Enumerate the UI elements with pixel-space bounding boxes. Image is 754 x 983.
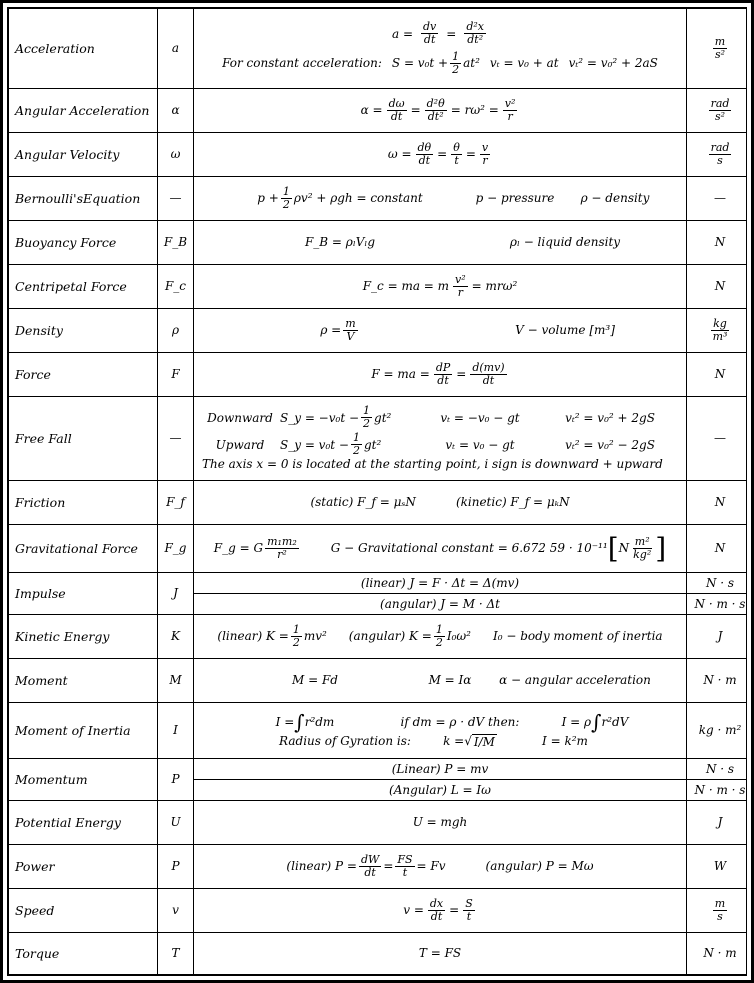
formula-table: [8, 8, 747, 975]
unit-cell: W: [687, 845, 748, 889]
formula-label: For constant acceleration:: [222, 55, 382, 70]
quantity-symbol: F_f: [158, 481, 194, 525]
formula-cell: (angular) J = M · Δt: [194, 594, 687, 615]
quantity-symbol: F_B: [158, 221, 194, 265]
fraction: $\frac{\text{d²x}}{\text{dt²}}$: [466, 20, 484, 47]
unit-cell: J: [687, 615, 748, 659]
table-row: [9, 481, 748, 525]
table-row: [9, 801, 748, 845]
quantity-symbol: F_c: [158, 265, 194, 309]
formula-cell: F_B = ρₗVₗg ρₗ − liquid density: [194, 221, 687, 265]
quantity-name: Force: [9, 353, 158, 397]
formula-cell: ρ = $\frac{m}{V}$ V − volume [m³]: [194, 309, 687, 353]
quantity-symbol: P: [158, 759, 194, 801]
table-row: [9, 615, 748, 659]
formula-sheet: [7, 7, 747, 976]
formula-cell: M = Fd M = Iα α − angular acceleration: [194, 659, 687, 703]
quantity-name: Centripetal Force: [9, 265, 158, 309]
unit-cell: N: [687, 221, 748, 265]
formula-cell: (static) F_f = μₛN (kinetic) F_f = μₖN: [194, 481, 687, 525]
quantity-symbol: α: [158, 89, 194, 133]
table-row: [9, 889, 748, 933]
quantity-symbol: ρ: [158, 309, 194, 353]
table-row: [9, 573, 748, 594]
quantity-name: Acceleration: [9, 9, 158, 89]
quantity-symbol: a: [158, 9, 194, 89]
unit-cell: N · m · s: [687, 780, 748, 801]
formula-cell: p + $\frac{1}{2}$ ρv² + ρgh = constant p − pressure ρ − density: [194, 177, 687, 221]
formula-text: a =: [391, 26, 414, 41]
formula-cell: U = mgh: [194, 801, 687, 845]
formula-cell: F_g = G $\frac{\text{m₁m₂}}{\text{r²}}$ G − Gravitational constant = 6.672 59 · 10⁻¹¹ [ N $\frac{\text{m²}}{\text{kg²}}$ ]: [194, 525, 687, 573]
unit-cell: N · m: [687, 659, 748, 703]
formula-cell: (linear) K = $\frac{1}{2}$ mv² (angular) K = $\frac{1}{2}$ I₀ω² I₀ − body moment of inertia: [194, 615, 687, 659]
table-row: [9, 309, 748, 353]
quantity-name: Kinetic Energy: [9, 615, 158, 659]
quantity-name: Bernoulli'sEquation: [9, 177, 158, 221]
table-row: [9, 133, 748, 177]
table-row: [9, 933, 748, 975]
quantity-symbol: —: [158, 177, 194, 221]
formula-text: vₜ² = v₀² + 2aS: [568, 55, 658, 70]
formula-cell: T = FS: [194, 933, 687, 975]
quantity-symbol: J: [158, 573, 194, 615]
quantity-name: Momentum: [9, 759, 158, 801]
table-row: [9, 265, 748, 309]
quantity-name: Angular Acceleration: [9, 89, 158, 133]
table-row: [9, 703, 748, 759]
unit-cell: N: [687, 525, 748, 573]
formula-cell: v = $\frac{dx}{dt}$ = $\frac{S}{t}$: [194, 889, 687, 933]
unit-cell: —: [687, 177, 748, 221]
quantity-symbol: P: [158, 845, 194, 889]
unit-cell: $\frac{\text{rad}}{\text{s²}}$: [687, 89, 748, 133]
unit-cell: $\frac{m}{\text{s²}}$: [687, 9, 748, 89]
quantity-name: Moment: [9, 659, 158, 703]
formula-cell: (Linear) P = mv: [194, 759, 687, 780]
unit-cell: N: [687, 353, 748, 397]
table-row: [9, 221, 748, 265]
unit-cell: $\frac{\text{rad}}{s}$: [687, 133, 748, 177]
unit-cell: N · m: [687, 933, 748, 975]
quantity-name: Torque: [9, 933, 158, 975]
table-row: [9, 525, 748, 573]
quantity-name: Speed: [9, 889, 158, 933]
unit-cell: $\frac{m}{s}$: [687, 889, 748, 933]
unit-cell: J: [687, 801, 748, 845]
quantity-symbol: M: [158, 659, 194, 703]
quantity-symbol: F: [158, 353, 194, 397]
quantity-symbol: U: [158, 801, 194, 845]
unit-cell: $\frac{kg}{\text{m³}}$: [687, 309, 748, 353]
quantity-symbol: —: [158, 397, 194, 481]
formula-text: vₜ = v₀ + at: [489, 55, 559, 70]
quantity-name: Angular Velocity: [9, 133, 158, 177]
free-fall-note: The axis x = 0 is located at the starting point, i sign is downward + upward: [202, 457, 663, 472]
table-row: [9, 353, 748, 397]
quantity-name: Power: [9, 845, 158, 889]
fraction: $\frac{dv}{dt}$: [423, 20, 437, 47]
quantity-symbol: I: [158, 703, 194, 759]
quantity-symbol: T: [158, 933, 194, 975]
table-row: [9, 397, 748, 481]
unit-cell: N · m · s: [687, 594, 748, 615]
unit-cell: N · s: [687, 759, 748, 780]
formula-cell: I = ∫ r²dm if dm = ρ · dV then: I = ρ ∫ r²dV Radius of Gyration is: k = √ I/M I = k²m: [194, 703, 687, 759]
unit-cell: kg · m²: [687, 703, 748, 759]
quantity-name: Density: [9, 309, 158, 353]
unit-cell: N: [687, 481, 748, 525]
table-row: [9, 845, 748, 889]
quantity-name: Gravitational Force: [9, 525, 158, 573]
formula-cell: ω = $\frac{d\theta}{dt}$ = $\frac{\theta}{t}$ = $\frac{v}{r}$: [194, 133, 687, 177]
formula-cell: F = ma = $\frac{dP}{dt}$ = $\frac{d(mv)}{dt}$: [194, 353, 687, 397]
unit-cell: —: [687, 397, 748, 481]
quantity-symbol: ω: [158, 133, 194, 177]
quantity-name: Potential Energy: [9, 801, 158, 845]
formula-cell: F_c = ma = m $\frac{\text{v²}}{r}$ = mrω²: [194, 265, 687, 309]
quantity-name: Free Fall: [9, 397, 158, 481]
formula-cell: Downward S_y = −v₀t − $\frac{1}{2}$ gt² vₜ = −v₀ − gt vₜ² = v₀² + 2gS Upward S_y = v₀t − $\frac{1}{2}$ gt² vₜ = v₀ − gt vₜ² = v₀² − 2gS The axis x = 0 is located at the starting point, i sign is downward + upward: [194, 397, 687, 481]
table-row: [9, 177, 748, 221]
formula-cell: (Angular) L = Iω: [194, 780, 687, 801]
quantity-symbol: v: [158, 889, 194, 933]
quantity-symbol: K: [158, 615, 194, 659]
table-row: [9, 9, 748, 89]
unit-cell: N · s: [687, 573, 748, 594]
table-row: [9, 89, 748, 133]
quantity-symbol: F_g: [158, 525, 194, 573]
formula-cell: a = $\frac{dv}{dt}$ = $\frac{\text{d²x}}{\text{dt²}}$ For constant acceleration: S = v₀t + $\frac{1}{2}$ at² vₜ = v₀ + at vₜ² = v₀² + 2aS: [194, 9, 687, 89]
unit-cell: N: [687, 265, 748, 309]
formula-cell: (linear) P = $\frac{dW}{dt}$ = $\frac{FS}{t}$ = Fv (angular) P = Mω: [194, 845, 687, 889]
formula-cell: α = $\frac{d\omega}{dt}$ = $\frac{\text{d²θ}}{\text{dt²}}$ = rω² = $\frac{\text{v²}}{r}$: [194, 89, 687, 133]
quantity-name: Buoyancy Force: [9, 221, 158, 265]
quantity-name: Impulse: [9, 573, 158, 615]
table-row: [9, 759, 748, 780]
table-row: [9, 659, 748, 703]
quantity-name: Friction: [9, 481, 158, 525]
quantity-name: Moment of Inertia: [9, 703, 158, 759]
formula-cell: (linear) J = F · Δt = Δ(mv): [194, 573, 687, 594]
